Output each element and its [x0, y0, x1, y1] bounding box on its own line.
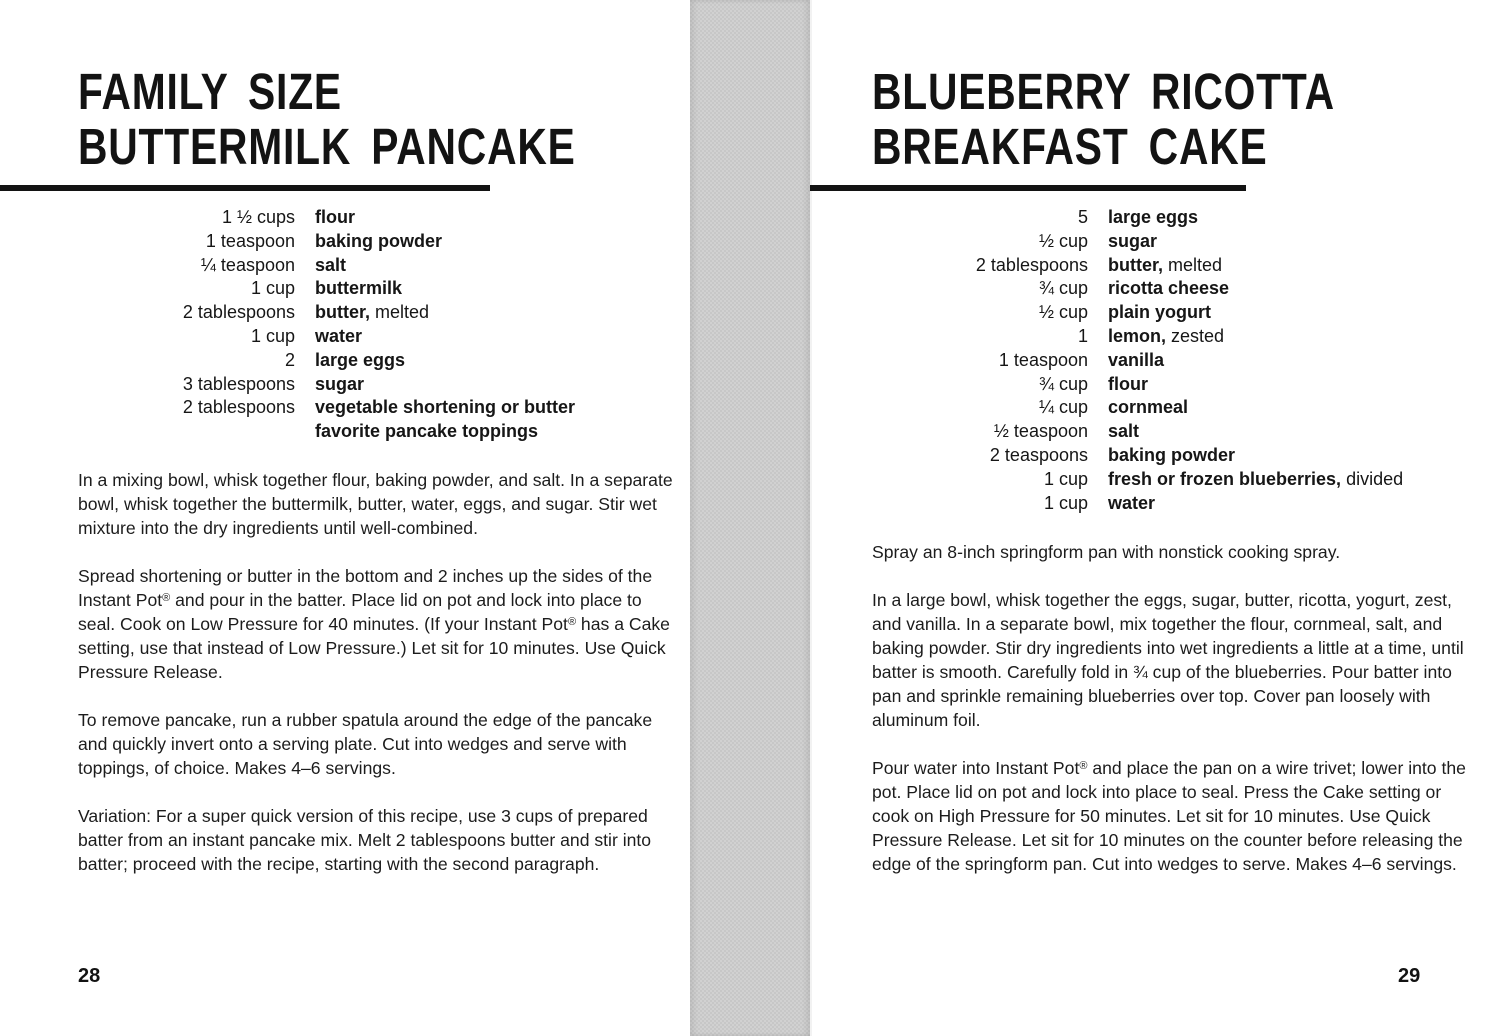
instructions-left	[78, 468, 674, 900]
ingredient-text	[1108, 420, 1139, 444]
ingredient-name: butter,	[1108, 254, 1164, 275]
ingredient-row	[872, 468, 1403, 492]
ingredient-name: ricotta cheese	[1108, 278, 1230, 299]
ingredient-name: butter,	[315, 302, 371, 323]
ingredient-quantity	[78, 420, 295, 444]
ingredient-name: salt	[1108, 421, 1140, 442]
title-rule-left	[0, 185, 490, 191]
ingredient-name: lemon,	[1108, 325, 1167, 346]
ingredient-text	[1108, 444, 1235, 468]
ingredient-text	[315, 325, 362, 349]
instruction-paragraph: In a large bowl, whisk together the eggs, sugar, butter, ricotta, yogurt, zest, and vanilla. In a separate bowl, mix together the flour, cornmeal, salt, and baking powder. Stir dry ingredients into wet ingredients a little at a time, until batter is smooth. Carefully fold in ¾ cup of the blueberries. Pour batter into pan and sprinkle remaining blueberries over top. Cover pan loosely with aluminum foil.	[872, 590, 1464, 730]
ingredient-row	[78, 420, 575, 444]
ingredient-row	[872, 492, 1403, 516]
ingredient-quantity: 2 tablespoons	[975, 254, 1088, 275]
ingredient-name: fresh or frozen blueberries,	[1108, 468, 1342, 489]
ingredient-quantity: ¼ teaspoon	[200, 254, 295, 275]
ingredient-text	[315, 301, 429, 325]
title-line: BREAKFAST CAKE	[872, 118, 1268, 175]
ingredient-quantity: ¾ cup	[1038, 373, 1088, 394]
ingredient-row	[78, 396, 575, 420]
ingredient-name: sugar	[1108, 230, 1158, 251]
ingredient-quantity: ½ cup	[1038, 302, 1088, 323]
ingredient-text	[1108, 325, 1224, 349]
page-number-left: 28	[78, 965, 101, 987]
ingredient-row	[872, 325, 1403, 349]
ingredient-text	[1108, 373, 1148, 397]
ingredient-row	[872, 396, 1403, 420]
ingredient-text	[1108, 349, 1164, 373]
ingredient-text	[1108, 230, 1157, 254]
ingredient-quantity: 5	[1077, 207, 1088, 227]
ingredient-name: large eggs	[1108, 207, 1199, 227]
ingredient-text	[315, 349, 405, 373]
ingredient-text	[1108, 254, 1222, 278]
ingredient-quantity: ¾ cup	[1038, 278, 1088, 299]
ingredient-name: salt	[315, 254, 347, 275]
ingredient-text	[315, 373, 364, 397]
instruction-paragraph: In a mixing bowl, whisk together flour, baking powder, and salt. In a separate bowl, whisk together the buttermilk, butter, water, eggs, and sugar. Stir wet mixture into the dry ingredients until well-combined.	[78, 470, 673, 538]
ingredient-name: buttermilk	[315, 278, 403, 299]
ingredient-quantity: 1	[1077, 325, 1088, 346]
ingredient-text	[1108, 396, 1188, 420]
ingredient-quantity: 2 tablespoons	[182, 302, 295, 323]
ingredient-row	[872, 373, 1403, 397]
ingredient-name: water	[315, 325, 363, 346]
ingredient-text	[315, 420, 538, 444]
ingredient-name: plain yogurt	[1108, 302, 1211, 323]
ingredient-name: baking powder	[315, 230, 443, 251]
ingredient-text	[1108, 468, 1403, 492]
ingredient-name: baking powder	[1108, 444, 1236, 465]
ingredient-name: vanilla	[1108, 349, 1165, 370]
ingredient-text	[1108, 492, 1155, 516]
recipe-title-left	[78, 64, 576, 174]
ingredient-row	[872, 349, 1403, 373]
ingredient-quantity: 1 cup	[250, 325, 295, 346]
title-line: FAMILY SIZE	[78, 63, 342, 120]
ingredients-list-right	[872, 206, 1403, 515]
ingredient-text	[315, 206, 355, 230]
title-rule-right	[810, 185, 1246, 191]
ingredient-note: melted	[1163, 254, 1223, 275]
ingredient-text	[315, 396, 575, 420]
ingredient-note: melted	[370, 302, 430, 323]
recipe-title-right	[872, 64, 1335, 174]
ingredient-row	[872, 444, 1403, 468]
ingredient-name: sugar	[315, 373, 365, 394]
ingredient-row	[872, 230, 1403, 254]
title-line: BUTTERMILK PANCAKE	[78, 118, 576, 175]
ingredient-quantity: 2 tablespoons	[182, 397, 295, 418]
ingredient-quantity: 2 teaspoons	[989, 444, 1088, 465]
ingredient-quantity: 1 cup	[1043, 468, 1088, 489]
page-number-right: 29	[1398, 965, 1421, 987]
instruction-paragraph: Spread shortening or butter in the bottom and 2 inches up the sides of the Instant Pot® and pour in the batter. Place lid on pot and lock into place to seal. Cook on Low Pressure for 40 minutes. (If your Instant Pot® has a Cake setting, use that instead of Low Pressure.) Let sit for 10 minutes. Use Quick Pressure Release.	[78, 566, 670, 682]
ingredient-row	[78, 206, 575, 230]
instruction-paragraph: Variation: For a super quick version of this recipe, use 3 cups of prepared batter from an instant pancake mix. Melt 2 tablespoons butter and stir into batter; proceed with the recipe, starting with the second paragraph.	[78, 806, 652, 874]
ingredient-row	[78, 373, 575, 397]
ingredient-row	[78, 325, 575, 349]
ingredient-row	[872, 206, 1403, 230]
ingredient-quantity: 3 tablespoons	[182, 373, 295, 394]
instruction-paragraph: Spray an 8-inch springform pan with nonstick cooking spray.	[872, 542, 1341, 562]
ingredient-row	[872, 254, 1403, 278]
ingredient-quantity: 1 teaspoon	[998, 349, 1088, 370]
ingredient-name: favorite pancake toppings	[315, 421, 539, 442]
ingredient-row	[78, 277, 575, 301]
ingredient-quantity: 1 teaspoon	[205, 230, 295, 251]
instruction-paragraph: Pour water into Instant Pot® and place the pan on a wire trivet; lower into the pot. Place lid on pot and lock into place to seal. Press the Cake setting or cook on High Pressure for 50 minutes. Let sit for 10 minutes. Use Quick Pressure Release. Let sit for 10 minutes on the counter before releasing the edge of the springform pan. Cut into wedges to serve. Makes 4–6 servings.	[872, 758, 1466, 874]
ingredient-name: vegetable shortening or butter	[315, 397, 576, 418]
ingredient-row	[872, 277, 1403, 301]
ingredient-quantity: 1 ½ cups	[221, 207, 295, 227]
ingredient-name: water	[1108, 492, 1156, 513]
ingredient-text	[315, 230, 442, 254]
ingredient-text	[315, 277, 402, 301]
ingredient-row	[78, 349, 575, 373]
instructions-right	[872, 540, 1466, 900]
ingredients-list-left	[78, 206, 575, 444]
ingredient-quantity: ¼ cup	[1038, 397, 1088, 418]
book-spine-gutter	[690, 0, 812, 1036]
ingredient-quantity: 2	[284, 349, 295, 370]
ingredient-note: zested	[1166, 325, 1225, 346]
ingredient-quantity: 1 cup	[250, 278, 295, 299]
ingredient-quantity: ½ cup	[1038, 230, 1088, 251]
ingredient-row	[78, 254, 575, 278]
ingredient-row	[872, 301, 1403, 325]
ingredient-quantity: 1 cup	[1043, 492, 1088, 513]
ingredient-row	[78, 301, 575, 325]
ingredient-text	[1108, 206, 1198, 230]
ingredient-row	[78, 230, 575, 254]
ingredient-text	[315, 254, 346, 278]
ingredient-name: large eggs	[315, 349, 406, 370]
title-line: BLUEBERRY RICOTTA	[872, 63, 1335, 120]
ingredient-quantity: ½ teaspoon	[993, 421, 1088, 442]
ingredient-text	[1108, 301, 1211, 325]
ingredient-note: divided	[1341, 468, 1404, 489]
ingredient-text	[1108, 277, 1229, 301]
instruction-paragraph: To remove pancake, run a rubber spatula around the edge of the pancake and quickly invert onto a serving plate. Cut into wedges and serve with toppings, of choice. Makes 4–6 servings.	[78, 710, 653, 778]
ingredient-row	[872, 420, 1403, 444]
ingredient-name: flour	[1108, 373, 1148, 394]
ingredient-name: flour	[315, 207, 355, 227]
ingredient-name: cornmeal	[1108, 397, 1189, 418]
